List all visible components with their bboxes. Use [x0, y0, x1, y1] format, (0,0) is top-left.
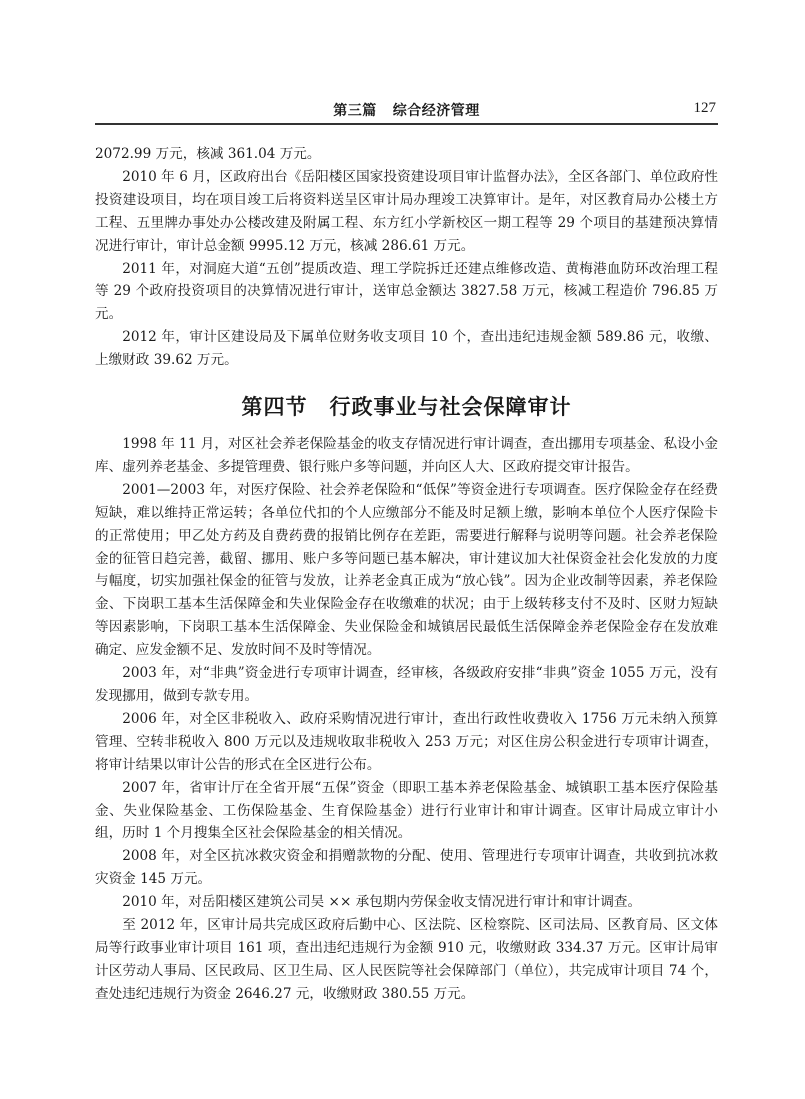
- running-header: [95, 100, 718, 122]
- page-number: 127: [693, 100, 716, 116]
- part-title: 综合经济管理: [392, 103, 480, 119]
- header-rule: [95, 123, 718, 125]
- paragraph: 2006 年，对全区非税收入、政府采购情况进行审计，查出行政性收费收入 1756 万元未纳入预算管理、空转非税收入 800 万元以及违规收取非税收入 253 万元；对区住房公积金进行专项审计调查，将审计结果以审计公告的形式在全区进行公布。: [95, 710, 718, 773]
- section-text-block: [95, 433, 718, 1006]
- section-heading: [95, 391, 718, 421]
- paragraph: 2012 年，审计区建设局及下属单位财务收支项目 10 个，查出违纪违规金额 589.86 元，收缴、上缴财政 39.62 万元。: [95, 329, 718, 369]
- paragraph: 2010 年，对岳阳楼区建筑公司吴 ×× 承包期内劳保金收支情况进行审计和审计调查。: [122, 894, 642, 911]
- paragraph: 2008 年，对全区抗冰救灾资金和捐赠款物的分配、使用、管理进行专项审计调查，共收到抗冰救灾资金 145 万元。: [95, 848, 718, 888]
- paragraph: 1998 年 11 月，对区社会养老保险基金的收支存情况进行审计调查，查出挪用专项基金、私设小金库、虚列养老基金、多提管理费、银行账户多等问题，并向区人大、区政府提交审计报告。: [95, 436, 718, 475]
- running-header-title: [95, 100, 718, 120]
- paragraph: 2072.99 万元，核减 361.04 万元。: [95, 146, 321, 162]
- part-label: 第三篇: [333, 103, 377, 119]
- paragraph: 至 2012 年，区审计局共完成区政府后勤中心、区法院、区检察院、区司法局、区教育局、区文体局等行政事业审计项目 161 项，查出违纪违规行为金额 910 元，收缴财政 334.37 万元。区审计局审计区劳动人事局、区民政局、区卫生局、区人民医院等社会保障部门（单位），共完成审计项目 74 个，查处违纪违规行为资金 2646.27 元，收缴财政 380.55 万元。: [95, 917, 718, 1002]
- paragraph: 2007 年，省审计厅在全省开展“五保”资金（即职工基本养老保险基金、城镇职工基本医疗保险基金、失业保险基金、工伤保险基金、生育保险基金）进行行业审计和审计调查。区审计局成立审计小组，历时 1 个月搜集全区社会保险基金的相关情况。: [95, 779, 718, 842]
- section-title: 行政事业与社会保障审计: [329, 395, 572, 419]
- paragraph: 2010 年 6 月，区政府出台《岳阳楼区国家投资建设项目审计监督办法》，全区各部门、单位政府性投资建设项目，均在项目竣工后将资料送呈区审计局办理竣工决算审计。是年，对区教育局办公楼土方工程、五里牌办事处办公楼改建及附属工程、东方红小学新校区一期工程等 29 个项目的基建预决算情况进行审计，审计总金额 9995.12 万元，核减 286.61 万元。: [95, 168, 718, 254]
- section-number: 第四节: [241, 395, 308, 419]
- paragraph: 2001—2003 年，对医疗保险、社会养老保险和“低保”等资金进行专项调查。医疗保险金存在经费短缺，难以维持正常运转；各单位代扣的个人应缴部分不能及时足额上缴，影响本单位个人医疗保险卡的正常使用；甲乙处方药及自费药费的报销比例存在差距，需要进行解释与说明等问题。社会养老保险金的征管日趋完善，截留、挪用、账户多等问题已基本解决，审计建议加大社保资金社会化发放的力度与幅度，切实加强社保金的征管与发放，让养老金真正成为“放心钱”。因为企业改制等因素，养老保险金、下岗职工基本生活保障金和失业保险金存在收缴难的状况；由于上级转移支付不及时、区财力短缺等因素影响，下岗职工基本生活保障金、失业保险金和城镇居民最低生活保障金养老保险金存在发放难确定、应发金额不足、发放时间不及时等情况。: [95, 481, 718, 659]
- paragraph: 2003 年，对“非典”资金进行专项审计调查，经审核，各级政府安排“非典”资金 1055 万元，没有发现挪用，做到专款专用。: [95, 665, 718, 704]
- top-text-block: [95, 143, 718, 372]
- paragraph: 2011 年，对洞庭大道“五创”提质改造、理工学院拆迁还建点维修改造、黄梅港血防环改治理工程等 29 个政府投资项目的决算情况进行审计，送审总金额达 3827.58 万元，核减工程造价 796.85 万元。: [95, 260, 718, 323]
